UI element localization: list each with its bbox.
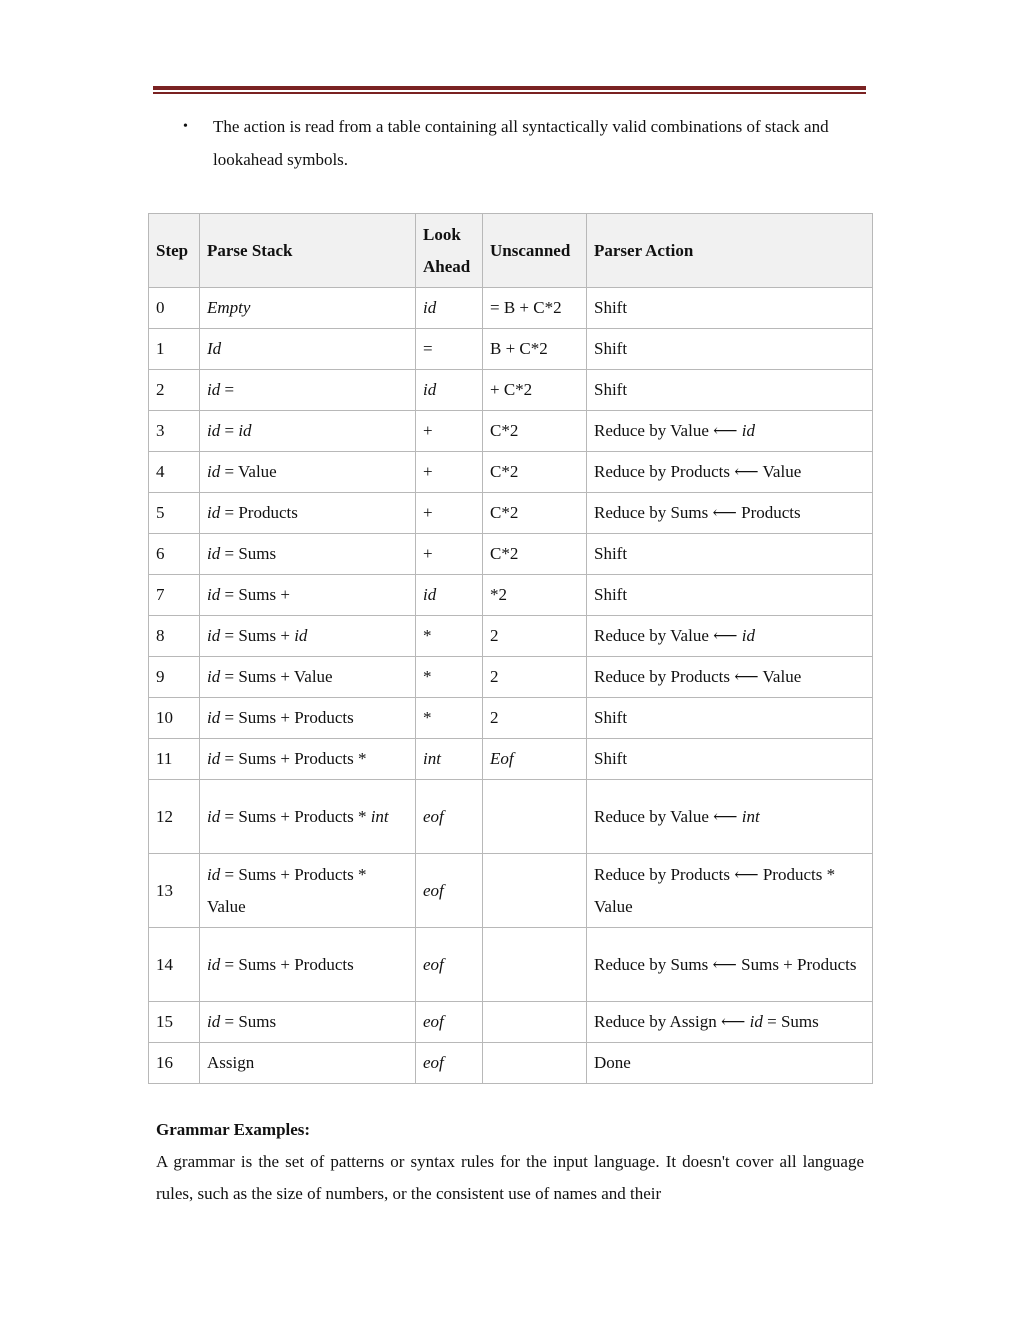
cell-text: id	[423, 298, 437, 317]
table-row	[149, 575, 873, 616]
cell-text: Eof	[490, 749, 514, 768]
cell-unscanned	[483, 370, 587, 411]
cell-step: 14	[149, 928, 200, 1002]
cell-unscanned	[483, 288, 587, 329]
cell-text: Reduce by Value ⟵	[594, 806, 742, 826]
cell-action	[587, 780, 873, 854]
cell-step: 0	[149, 288, 200, 329]
parse-table	[148, 213, 873, 1084]
cell-text: = B + C*2	[490, 298, 562, 317]
cell-look	[416, 575, 483, 616]
cell-text: eof	[423, 1053, 444, 1072]
table-row	[149, 657, 873, 698]
cell-look	[416, 411, 483, 452]
cell-step: 6	[149, 534, 200, 575]
cell-text: = Sums	[762, 1012, 819, 1031]
header-look-ahead: Look Ahead	[416, 214, 483, 288]
cell-action	[587, 739, 873, 780]
cell-text: id	[207, 667, 221, 686]
cell-look	[416, 780, 483, 854]
cell-text: C*2	[490, 421, 519, 440]
cell-step: 1	[149, 329, 200, 370]
cell-text: eof	[423, 880, 444, 900]
cell-text: id	[207, 864, 221, 884]
cell-text: id	[749, 1012, 763, 1031]
cell-step: 3	[149, 411, 200, 452]
cell-action	[587, 616, 873, 657]
cell-text: Shift	[594, 380, 628, 399]
cell-unscanned	[483, 854, 587, 928]
cell-step: 7	[149, 575, 200, 616]
header-parse-stack: Parse Stack	[200, 214, 416, 288]
cell-step: 15	[149, 1002, 200, 1043]
cell-stack	[200, 534, 416, 575]
cell-text: = Sums + Products	[220, 708, 354, 727]
cell-text: Reduce by Products ⟵ Value	[594, 667, 802, 686]
cell-look	[416, 739, 483, 780]
cell-look	[416, 370, 483, 411]
cell-text: Reduce by Products ⟵ Value	[594, 462, 802, 481]
cell-text: = Sums	[220, 544, 277, 563]
cell-stack	[200, 739, 416, 780]
cell-text: id	[741, 626, 755, 645]
cell-text: id	[294, 626, 308, 645]
cell-step: 10	[149, 698, 200, 739]
cell-unscanned	[483, 698, 587, 739]
cell-look	[416, 1043, 483, 1084]
cell-action	[587, 452, 873, 493]
cell-unscanned	[483, 493, 587, 534]
cell-action	[587, 854, 873, 928]
cell-text: =	[220, 380, 235, 399]
cell-action	[587, 288, 873, 329]
cell-text: Shift	[594, 339, 628, 358]
cell-text: = Sums	[220, 1012, 277, 1031]
cell-unscanned	[483, 616, 587, 657]
cell-text: eof	[423, 806, 444, 826]
header-rule-thin	[153, 92, 866, 94]
cell-text: = Sums + Products	[220, 954, 354, 974]
cell-look	[416, 329, 483, 370]
cell-text: 2	[490, 708, 499, 727]
table-row	[149, 452, 873, 493]
cell-stack	[200, 452, 416, 493]
cell-text: + C*2	[490, 380, 533, 399]
cell-unscanned	[483, 411, 587, 452]
cell-text: Reduce by Sums ⟵ Sums + Products	[594, 954, 857, 974]
section-paragraph: A grammar is the set of patterns or syntax rules for the input language. It doesn't cover all language rules, such as the size of numbers, or the consistent use of names and their	[156, 1152, 864, 1203]
cell-look	[416, 928, 483, 1002]
cell-look	[416, 1002, 483, 1043]
cell-stack	[200, 780, 416, 854]
cell-look	[416, 854, 483, 928]
cell-unscanned	[483, 657, 587, 698]
cell-text: 2	[490, 626, 499, 645]
cell-action	[587, 1002, 873, 1043]
cell-text: id	[423, 585, 437, 604]
cell-action	[587, 493, 873, 534]
cell-text: id	[207, 749, 221, 768]
cell-text: Reduce by Sums ⟵ Products	[594, 503, 801, 522]
cell-stack	[200, 616, 416, 657]
cell-look	[416, 493, 483, 534]
cell-text: id	[207, 954, 221, 974]
cell-text: =	[220, 421, 239, 440]
table-body	[149, 288, 873, 1084]
cell-step: 13	[149, 854, 200, 928]
cell-text: id	[207, 806, 221, 826]
cell-text: Shift	[594, 708, 628, 727]
cell-text: id	[207, 708, 221, 727]
cell-text: *	[423, 626, 432, 645]
table-row	[149, 329, 873, 370]
cell-look	[416, 616, 483, 657]
cell-action	[587, 698, 873, 739]
cell-action	[587, 370, 873, 411]
cell-text: Reduce by Assign ⟵	[594, 1012, 750, 1031]
cell-stack	[200, 1043, 416, 1084]
cell-unscanned	[483, 1043, 587, 1084]
cell-text: = Products	[220, 503, 298, 522]
cell-look	[416, 452, 483, 493]
bullet-icon: •	[183, 119, 188, 134]
cell-step: 5	[149, 493, 200, 534]
header-rule	[153, 86, 866, 94]
cell-stack	[200, 329, 416, 370]
cell-text: int	[370, 806, 389, 826]
cell-text: id	[207, 544, 221, 563]
cell-stack	[200, 1002, 416, 1043]
cell-text: eof	[423, 1012, 444, 1031]
cell-step: 11	[149, 739, 200, 780]
table-row	[149, 698, 873, 739]
cell-text: int	[741, 806, 760, 826]
header-unscanned: Unscanned	[483, 214, 587, 288]
cell-text: +	[423, 421, 433, 440]
cell-text: *	[423, 667, 432, 686]
cell-step: 16	[149, 1043, 200, 1084]
cell-action	[587, 928, 873, 1002]
cell-text: +	[423, 503, 433, 522]
cell-text: = Sums +	[220, 585, 290, 604]
header-parser-action: Parser Action	[587, 214, 873, 288]
cell-text: Shift	[594, 749, 628, 768]
cell-look	[416, 534, 483, 575]
cell-unscanned	[483, 928, 587, 1002]
cell-text: = Value	[220, 462, 277, 481]
cell-text: id	[207, 1012, 221, 1031]
cell-text: int	[423, 749, 441, 768]
cell-action	[587, 1043, 873, 1084]
section-heading: Grammar Examples:	[156, 1120, 311, 1139]
cell-action	[587, 534, 873, 575]
cell-text: Shift	[594, 298, 628, 317]
cell-action	[587, 411, 873, 452]
cell-text: = Sums + Products *	[220, 749, 367, 768]
table-row	[149, 1043, 873, 1084]
cell-stack	[200, 575, 416, 616]
cell-unscanned	[483, 575, 587, 616]
cell-unscanned	[483, 452, 587, 493]
cell-unscanned	[483, 534, 587, 575]
cell-text: id	[207, 462, 221, 481]
cell-text: Reduce by Value ⟵	[594, 626, 742, 645]
cell-look	[416, 288, 483, 329]
cell-text: = Sums +	[220, 626, 295, 645]
table-header-row	[149, 214, 873, 288]
cell-unscanned	[483, 329, 587, 370]
cell-text: eof	[423, 954, 444, 974]
cell-stack	[200, 698, 416, 739]
cell-stack	[200, 411, 416, 452]
cell-text: = Sums + Value	[220, 667, 333, 686]
table-row	[149, 780, 873, 854]
table-row	[149, 616, 873, 657]
cell-text: Id	[207, 339, 222, 358]
cell-text: Shift	[594, 585, 628, 604]
grammar-section	[156, 1114, 864, 1210]
cell-stack	[200, 370, 416, 411]
cell-text: C*2	[490, 544, 519, 563]
cell-text: C*2	[490, 462, 519, 481]
cell-action	[587, 657, 873, 698]
cell-text: =	[423, 339, 433, 358]
table-row	[149, 288, 873, 329]
cell-text: id	[207, 421, 221, 440]
bullet-text: The action is read from a table containing all syntactically valid combinations of stack and lookahead symbols.	[213, 117, 829, 169]
cell-stack	[200, 288, 416, 329]
cell-text: +	[423, 462, 433, 481]
cell-text: Reduce by Products ⟵ Products * Value	[594, 864, 836, 916]
cell-unscanned	[483, 739, 587, 780]
table-row	[149, 1002, 873, 1043]
cell-text: Assign	[207, 1053, 255, 1072]
table-row	[149, 370, 873, 411]
cell-text: 2	[490, 667, 499, 686]
cell-text: id	[423, 380, 437, 399]
cell-text: id	[207, 585, 221, 604]
cell-step: 9	[149, 657, 200, 698]
cell-look	[416, 657, 483, 698]
cell-text: id	[207, 626, 221, 645]
cell-action	[587, 575, 873, 616]
table-row	[149, 739, 873, 780]
cell-stack	[200, 657, 416, 698]
bullet-item	[183, 110, 866, 176]
cell-stack	[200, 854, 416, 928]
table-row	[149, 928, 873, 1002]
cell-text: C*2	[490, 503, 519, 522]
cell-stack	[200, 928, 416, 1002]
header-step: Step	[149, 214, 200, 288]
table-row	[149, 411, 873, 452]
cell-text: +	[423, 544, 433, 563]
cell-step: 12	[149, 780, 200, 854]
cell-stack	[200, 493, 416, 534]
cell-text: = Sums + Products * Value	[207, 864, 367, 916]
cell-text: *	[423, 708, 432, 727]
cell-text: Done	[594, 1053, 631, 1072]
table-row	[149, 493, 873, 534]
cell-text: Reduce by Value ⟵	[594, 421, 742, 440]
cell-text: id	[207, 503, 221, 522]
cell-step: 2	[149, 370, 200, 411]
cell-text: Shift	[594, 544, 628, 563]
cell-unscanned	[483, 780, 587, 854]
table-row	[149, 854, 873, 928]
cell-text: B + C*2	[490, 339, 548, 358]
cell-text: = Sums + Products *	[220, 806, 371, 826]
table-row	[149, 534, 873, 575]
cell-unscanned	[483, 1002, 587, 1043]
cell-step: 4	[149, 452, 200, 493]
cell-text: id	[207, 380, 221, 399]
cell-text: Empty	[207, 298, 251, 317]
cell-text: *2	[490, 585, 507, 604]
cell-text: id	[238, 421, 252, 440]
cell-step: 8	[149, 616, 200, 657]
cell-look	[416, 698, 483, 739]
cell-text: id	[741, 421, 755, 440]
cell-action	[587, 329, 873, 370]
